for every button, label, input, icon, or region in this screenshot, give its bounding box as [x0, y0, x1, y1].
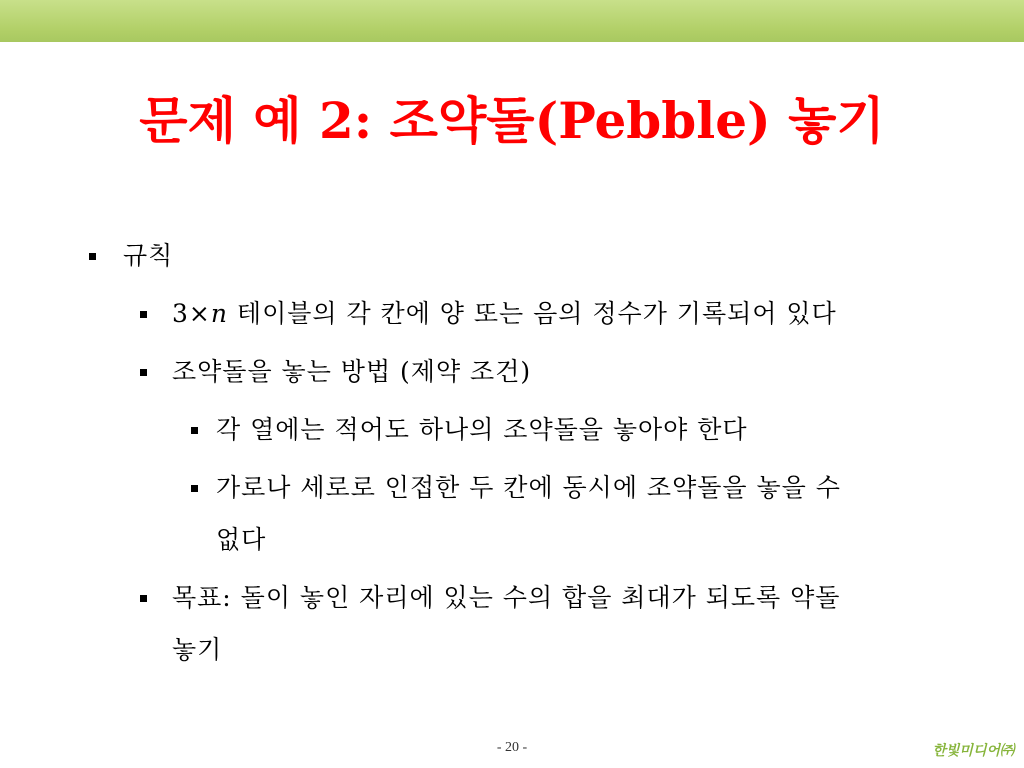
bullet-table: [172, 286, 837, 342]
table-variable: n: [210, 299, 228, 328]
bullet-marker: [89, 253, 96, 260]
bullet-column-rule: 각 열에는 적어도 하나의 조약돌을 놓아야 한다: [216, 415, 748, 444]
bullet-method: 조약돌을 놓는 방법 (제약 조건): [172, 357, 532, 386]
bullet-marker: [140, 595, 147, 602]
title-suffix: 놓기: [770, 92, 885, 150]
bullet-rules: 규칙: [123, 241, 174, 270]
table-description: 테이블의 각 칸에 양 또는 음의 정수가 기록되어 있다: [227, 299, 837, 328]
page-number: - 20 -: [496, 740, 528, 755]
bullet-marker: [191, 485, 198, 492]
bullet-marker: [140, 369, 147, 376]
bullet-goal-line1: 목표: 돌이 놓인 자리에 있는 수의 합을 최대가 되도록 약돌: [172, 583, 841, 612]
bullet-marker: [191, 427, 198, 434]
bullet-adjacency-rule-line1: 가로나 세로로 인접한 두 칸에 동시에 조약돌을 놓을 수: [216, 473, 841, 502]
bullet-adjacency-rule-line2: 없다: [216, 525, 267, 554]
bullet-goal-line2: 놓기: [172, 635, 223, 664]
title-prefix: 문제 예: [139, 91, 320, 150]
title-english: (Pebble): [534, 91, 771, 150]
bullet-marker: [140, 311, 147, 318]
publisher-logo: 한빛미디어㈜: [932, 743, 1014, 759]
table-prefix: 3×: [172, 299, 211, 328]
title-number: 2:: [319, 91, 373, 150]
title-korean: 조약돌: [372, 92, 535, 150]
